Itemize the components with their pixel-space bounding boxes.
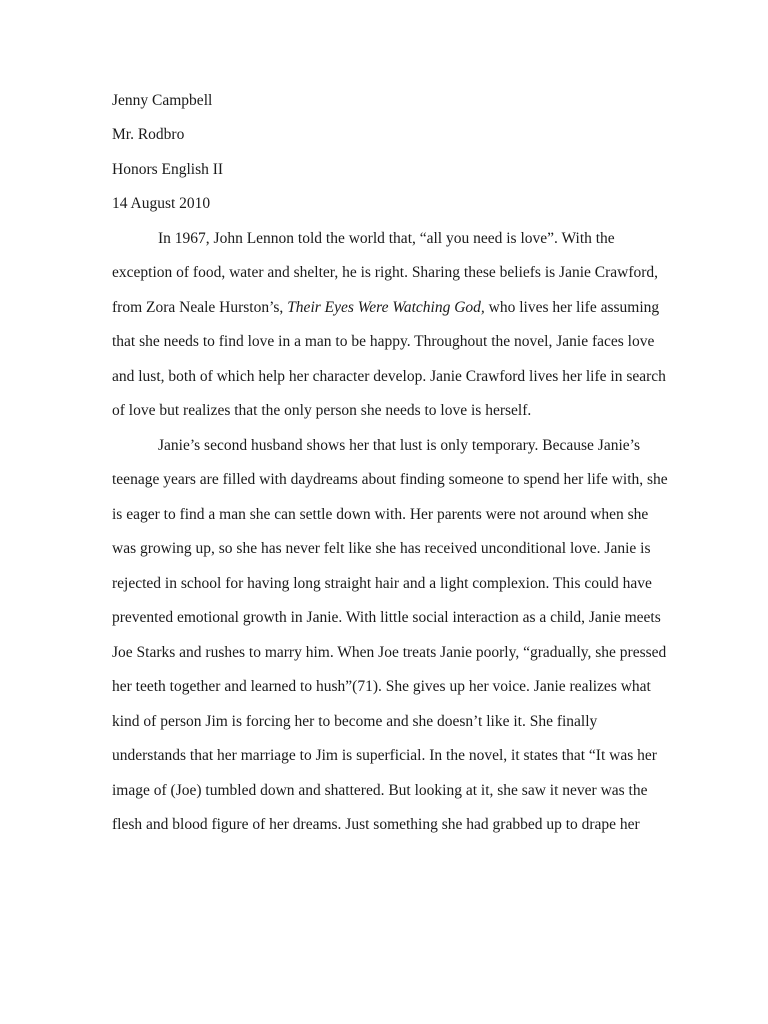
paragraph-line: her teeth together and learned to hush”(71). She gives up her voice. Janie realizes what bbox=[112, 678, 651, 695]
paragraph-line: prevented emotional growth in Janie. With little social interaction as a child, Janie meets bbox=[112, 609, 661, 626]
book-title: Their Eyes Were Watching God, bbox=[287, 299, 485, 316]
paragraph-line: that she needs to find love in a man to be happy. Throughout the novel, Janie faces love bbox=[112, 333, 655, 350]
paragraph-line: rejected in school for having long straight hair and a light complexion. This could have bbox=[112, 575, 652, 592]
paragraph-line: is eager to find a man she can settle down with. Her parents were not around when she bbox=[112, 506, 649, 523]
paragraph-line: of love but realizes that the only person she needs to love is herself. bbox=[112, 402, 532, 419]
paragraph-text: from Zora Neale Hurston’s, bbox=[112, 299, 288, 316]
paragraph-line: exception of food, water and shelter, he is right. Sharing these beliefs is Janie Crawford, bbox=[112, 264, 659, 281]
paragraph-line: was growing up, so she has never felt like she has received unconditional love. Janie is bbox=[112, 540, 651, 557]
paragraph-text: who lives her life assuming bbox=[484, 299, 660, 316]
essay-date: 14 August 2010 bbox=[112, 195, 211, 212]
paragraph-line: teenage years are filled with daydreams about finding someone to spend her life with, she bbox=[112, 471, 668, 488]
paragraph-line: and lust, both of which help her character develop. Janie Crawford lives her life in search bbox=[112, 368, 666, 385]
course-name: Honors English II bbox=[112, 161, 224, 178]
paragraph-line: flesh and blood figure of her dreams. Just something she had grabbed up to drape her bbox=[112, 816, 640, 833]
paragraph-line: image of (Joe) tumbled down and shattered. But looking at it, she saw it never was the bbox=[112, 782, 648, 799]
paragraph-line: understands that her marriage to Jim is superficial. In the novel, it states that “It was her bbox=[112, 747, 657, 764]
paragraph-line: kind of person Jim is forcing her to become and she doesn’t like it. She finally bbox=[112, 713, 598, 730]
paragraph-line: Janie’s second husband shows her that lust is only temporary. Because Janie’s bbox=[158, 437, 640, 454]
paragraph-line: In 1967, John Lennon told the world that, “all you need is love”. With the bbox=[158, 230, 615, 247]
teacher-name: Mr. Rodbro bbox=[112, 126, 185, 143]
paragraph-line bbox=[112, 298, 672, 318]
paragraph-line: Joe Starks and rushes to marry him. When Joe treats Janie poorly, “gradually, she pressed bbox=[112, 644, 667, 661]
author-name: Jenny Campbell bbox=[112, 92, 213, 109]
